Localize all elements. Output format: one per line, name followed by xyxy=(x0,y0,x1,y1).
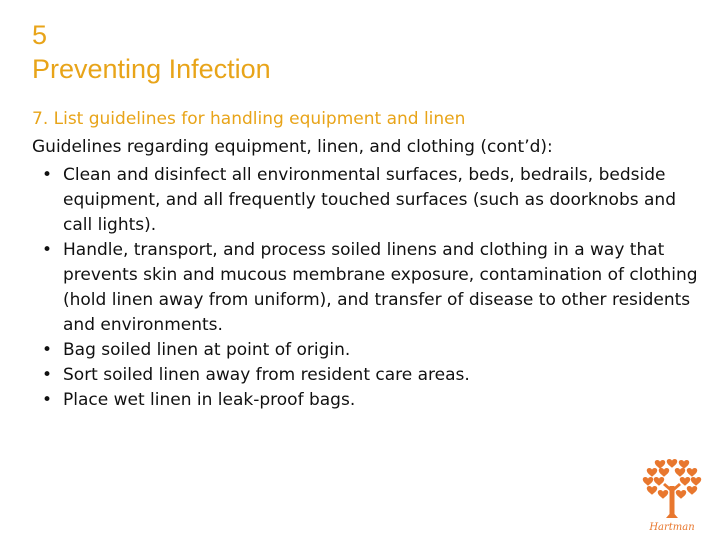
list-item: • Bag soiled linen at point of origin. xyxy=(32,338,702,363)
intro-text: Guidelines regarding equipment, linen, and clothing (cont’d): xyxy=(32,137,553,157)
list-item: • Sort soiled linen away from resident care areas. xyxy=(32,363,702,388)
chapter-heading xyxy=(32,18,271,86)
list-item: • Handle, transport, and process soiled linens and clothing in a way that prevents skin and mucous membrane exposure, contamination of clothing (hold linen away from uniform), and transfer of disease to other residents and environments. xyxy=(32,238,702,338)
publisher-logo xyxy=(636,456,708,536)
chapter-number: 5 xyxy=(32,20,48,50)
list-item: • Clean and disinfect all environmental surfaces, beds, bedrails, bedside equipment, and all frequently touched surfaces (such as doorknobs and call lights). xyxy=(32,163,702,238)
tree-of-hearts-icon xyxy=(636,456,708,536)
list-item: • Place wet linen in leak-proof bags. xyxy=(32,388,702,413)
chapter-title: Preventing Infection xyxy=(32,54,271,84)
objective-heading: 7. List guidelines for handling equipment and linen xyxy=(32,109,466,129)
slide-content xyxy=(32,135,702,413)
guideline-list xyxy=(32,163,702,413)
logo-text: Hartman xyxy=(649,522,695,533)
